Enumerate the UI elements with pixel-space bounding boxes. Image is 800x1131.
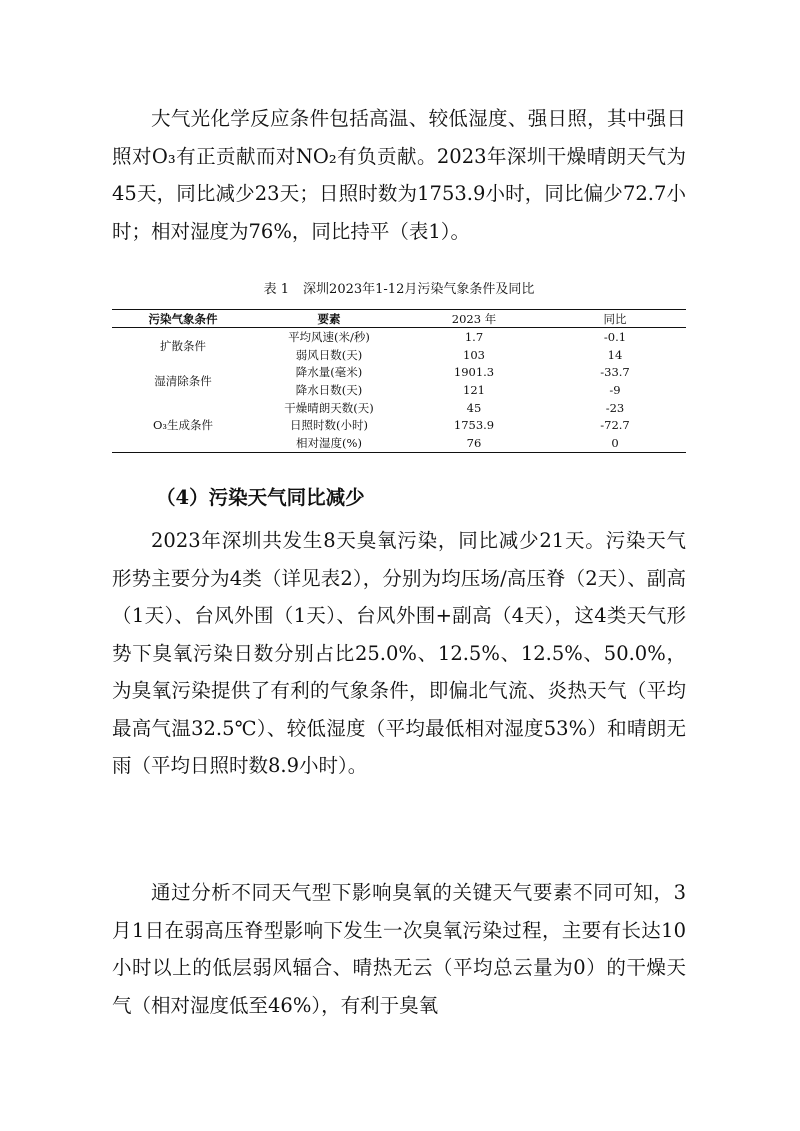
value-cell: 45: [466, 400, 482, 415]
table-header-row: [112, 310, 686, 328]
header-element: 要素: [254, 310, 404, 328]
table-title: 深圳2023年1-12月污染气象条件及同比: [303, 282, 535, 297]
element-cell: 降水量(毫米): [295, 365, 363, 380]
paragraph-weather-conditions: 大气光化学反应条件包括高温、较低湿度、强日照，其中强日照对O₃有正贡献而对NO₂有负贡献。2023年深圳干燥晴朗天气为45天，同比减少23天；日照时数为1753.9小时，同比偏少72.7小时；相对湿度为76%，同比持平（表1）。: [112, 107, 686, 243]
paragraph-ozone-pollution: 2023年深圳共发生8天臭氧污染，同比减少21天。污染天气形势主要分为4类（详见表2），分别为均压场/高压脊（2天）、副高（1天）、台风外围（1天）、台风外围+副高（4天），这4类天气形势下臭氧污染日数分别占比25.0%、12.5%、12.5%、50.0%，为臭氧污染提供了有利的气象条件，即偏北气流、炎热天气（平均最高气温32.5℃）、较低湿度（平均最低相对湿度53%）和晴朗无雨（平均日照时数8.9小时）。: [112, 529, 686, 777]
element-cell: 平均风速(米/秒): [288, 329, 370, 344]
element-cell: 干燥晴朗天数(天): [284, 400, 374, 415]
header-year-2023: 2023 年: [404, 310, 544, 328]
yoy-cell: -72.7: [600, 418, 630, 433]
table-row: [112, 363, 686, 381]
table-row: [112, 399, 686, 417]
value-cell: 1753.9: [453, 418, 495, 433]
element-cell: 降水日数(天): [295, 382, 363, 397]
value-cell: 121: [463, 382, 485, 397]
yoy-cell: -33.7: [600, 365, 630, 380]
table-row: [112, 328, 686, 346]
value-cell: 76: [466, 435, 482, 450]
yoy-cell: -9: [609, 382, 621, 397]
yoy-cell: 0: [611, 435, 619, 450]
value-cell: 1901.3: [453, 365, 495, 380]
pollution-meteorology-table: [112, 309, 686, 453]
yoy-cell: -0.1: [603, 329, 627, 344]
section-heading: （4）污染天气同比减少: [156, 486, 365, 509]
element-cell: 相对湿度(%): [296, 435, 362, 450]
element-cell: 弱风日数(天): [295, 347, 363, 362]
header-condition: 污染气象条件: [112, 310, 254, 328]
table-number: 表 1: [263, 282, 290, 297]
value-cell: 1.7: [464, 329, 484, 344]
yoy-cell: 14: [607, 347, 623, 362]
table-caption: [112, 278, 686, 297]
paragraph-analysis: 通过分析不同天气型下影响臭氧的关键天气要素不同可知，3月1日在弱高压脊型影响下发生一次臭氧污染过程，主要有长达10小时以上的低层弱风辐合、晴热无云（平均总云量为0）的干燥天气（相对湿度低至46%），有利于臭氧: [112, 881, 686, 1017]
header-yoy: 同比: [544, 310, 686, 328]
yoy-cell: -23: [605, 400, 625, 415]
category-cell: O₃生成条件: [152, 418, 214, 433]
element-cell: 日照时数(小时): [290, 418, 368, 433]
category-cell: 湿清除条件: [154, 374, 212, 389]
value-cell: 103: [463, 347, 485, 362]
category-cell: 扩散条件: [160, 338, 206, 353]
